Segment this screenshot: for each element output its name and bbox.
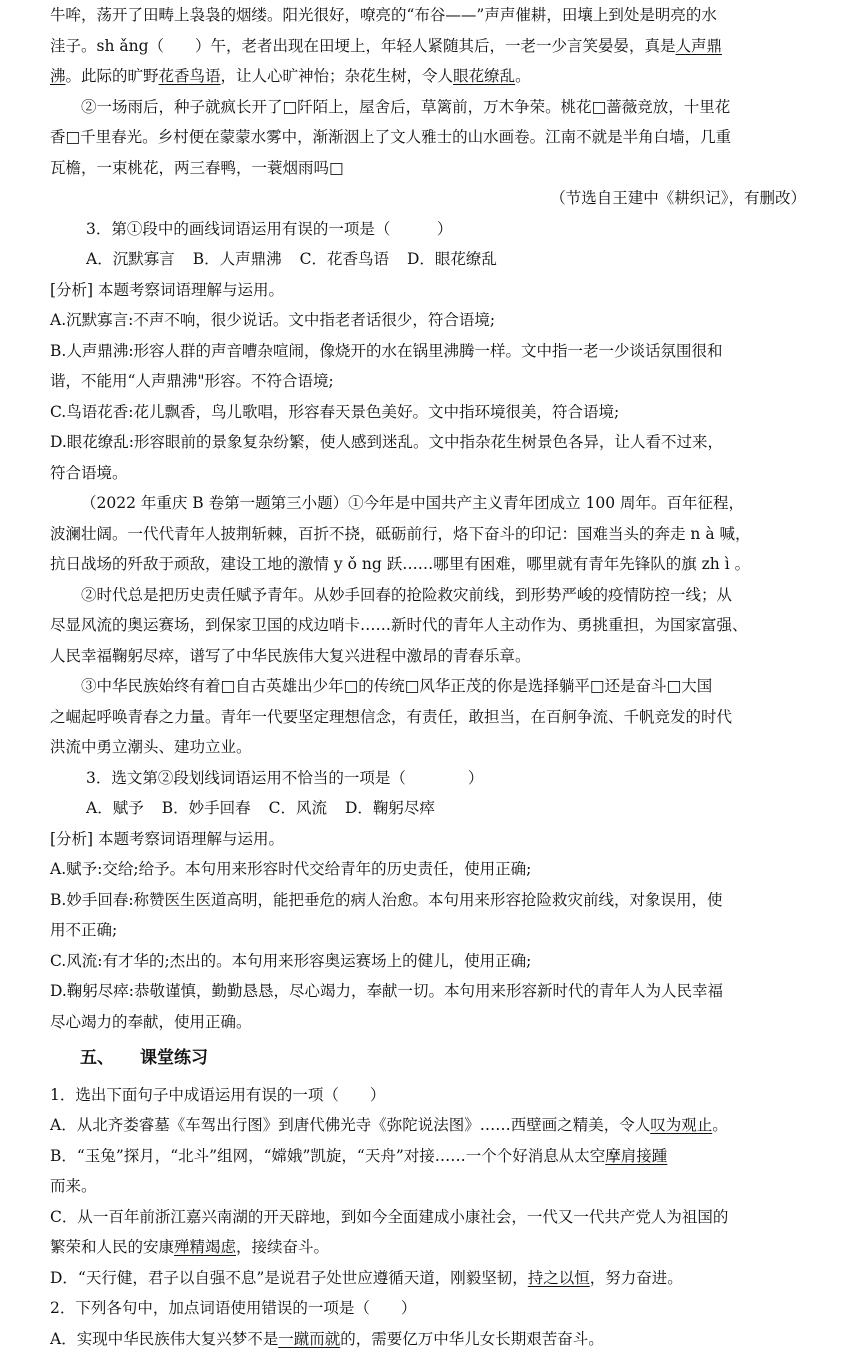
analysis-d: D.眼花缭乱:形容眼前的景象复杂纷繁，使人感到迷乱。文中指杂花生树景色各异，让人看不过来， [50, 427, 812, 458]
passage2-line: 洪流中勇立潮头、建功立业。 [50, 732, 812, 763]
passage2-line: 人民幸福鞠躬尽瘁，谱写了中华民族伟大复兴进程中激昂的青春乐章。 [50, 641, 812, 672]
exercise-option-a: A．从北齐娄睿墓《车驾出行图》到唐代佛光寺《弥陀说法图》……西壁画之精美，令人叹为观止。 [50, 1110, 812, 1141]
underlined-word: 人声鼎 [676, 37, 723, 55]
analysis-d-cont: 尽心竭力的奉献，使用正确。 [50, 1007, 812, 1038]
underlined-word: 沸 [50, 67, 66, 85]
passage2-paragraph1: （2022 年重庆 B 卷第一题第三小题）①今年是中国共产主义青年团成立 100 周年。百年征程， [50, 488, 812, 519]
exercise-stem: 1．选出下面句子中成语运用有误的一项（ ） [50, 1080, 812, 1111]
section-number: 五、 [80, 1048, 114, 1068]
question-options [50, 244, 812, 275]
analysis-a: A.沉默寡言:不声不响，很少说话。文中指老者话很少，符合语境; [50, 305, 812, 336]
option-d: D．鞠躬尽瘁 [345, 799, 435, 817]
section-heading [50, 1043, 812, 1074]
passage1-line: 洼子。sh ǎng（ ）午，老者出现在田埂上，年轻人紧随其后，一老一少言笑晏晏，真是人声鼎 [50, 31, 812, 62]
analysis-b-cont: 用不正确; [50, 915, 812, 946]
exercise-option-b: B．“玉兔”探月，“北斗”组网，“嫦娥”凯旋，“天舟”对接……一个个好消息从太空摩肩接踵 [50, 1141, 812, 1172]
option-a: A．赋予 [86, 799, 144, 817]
option-d: D．眼花缭乱 [407, 250, 497, 268]
passage1-line: 沸。此际的旷野花香鸟语，让人心旷神怡；杂花生树，令人眼花缭乱。 [50, 61, 812, 92]
exercise-option-b-cont: 而来。 [50, 1171, 812, 1202]
option-b: B．人声鼎沸 [193, 250, 282, 268]
exercise-stem: 2．下列各句中，加点词语使用错误的一项是（ ） [50, 1293, 812, 1324]
underlined-idiom: 一蹴而就 [278, 1330, 340, 1348]
option-c: C．花香鸟语 [300, 250, 389, 268]
analysis-c: C.鸟语花香:花儿飘香，鸟儿歌唱，形容春天景色美好。文中指环境很美，符合语境; [50, 397, 812, 428]
analysis-a: A.赋予:交给;给予。本句用来形容时代交给青年的历史责任，使用正确; [50, 854, 812, 885]
option-c: C．风流 [269, 799, 327, 817]
analysis-b: B.妙手回春:称赞医生医道高明，能把垂危的病人治愈。本句用来形容抢险救灾前线，对象误用，使 [50, 885, 812, 916]
exercise-option-c: C．从一百年前浙江嘉兴南湖的开天辟地，到如今全面建成小康社会，一代又一代共产党人为祖国的 [50, 1202, 812, 1233]
section-title: 课堂练习 [140, 1048, 208, 1068]
underlined-word: 眼花缭乱 [453, 67, 515, 85]
analysis-heading: [分析] 本题考察词语理解与运用。 [50, 275, 812, 306]
exercise-option-d: D．“天行健，君子以自强不息”是说君子处世应遵循天道，刚毅坚韧，持之以恒，努力奋进。 [50, 1263, 812, 1294]
passage1-paragraph2: ②一场雨后，种子就疯长开了□阡陌上，屋舍后，草篱前，万木争荣。桃花□蔷薇竞放，十里花 [50, 92, 812, 123]
passage2-line: 尽显风流的奥运赛场，到保家卫国的戍边哨卡……新时代的青年人主动作为、勇挑重担，为国家富强、 [50, 610, 812, 641]
document-page [50, 0, 812, 1354]
exercise-option-c-cont: 繁荣和人民的安康殚精竭虑，接续奋斗。 [50, 1232, 812, 1263]
analysis-heading: [分析] 本题考察词语理解与运用。 [50, 824, 812, 855]
passage1-line: 牛哞，荡开了田畴上袅袅的烟缕。阳光很好，嘹亮的“布谷——”声声催耕，田壤上到处是明亮的水 [50, 0, 812, 31]
underlined-idiom: 殚精竭虑 [174, 1238, 236, 1256]
passage1-line: 香□千里春光。乡村便在蒙蒙水雾中，渐渐洇上了文人雅士的山水画卷。江南不就是半角白墙，几重 [50, 122, 812, 153]
passage2-line: 抗日战场的歼敌于顽敌，建设工地的激情 y ǒ ng 跃……哪里有困难，哪里就有青年先锋队的旗 zh ì 。 [50, 549, 812, 580]
exercise-option-a: A．实现中华民族伟大复兴梦不是一蹴而就的，需要亿万中华儿女长期艰苦奋斗。 [50, 1324, 812, 1354]
passage1-line: 瓦檐，一束桃花，两三春鸭，一蓑烟雨吗□ [50, 153, 812, 184]
analysis-b-cont: 谐，不能用“人声鼎沸"形容。不符合语境; [50, 366, 812, 397]
underlined-idiom: 持之以恒 [528, 1269, 590, 1287]
passage2-paragraph2: ②时代总是把历史责任赋予青年。从妙手回春的抢险救灾前线，到形势严峻的疫情防控一线；从 [50, 580, 812, 611]
analysis-d: D.鞠躬尽瘁:恭敬谨慎，勤勤恳恳，尽心竭力，奉献一切。本句用来形容新时代的青年人为人民幸福 [50, 976, 812, 1007]
question-options [50, 793, 812, 824]
passage-source: （节选自王建中《耕织记》，有删改） [50, 183, 812, 214]
analysis-b: B.人声鼎沸:形容人群的声音嘈杂喧闹，像烧开的水在锅里沸腾一样。文中指一老一少谈话氛围很和 [50, 336, 812, 367]
question-stem: 3．选文第②段划线词语运用不恰当的一项是（ ） [50, 763, 812, 794]
analysis-d-cont: 符合语境。 [50, 458, 812, 489]
option-a: A．沉默寡言 [86, 250, 175, 268]
passage2-line: 波澜壮阔。一代代青年人披荆斩棘，百折不挠，砥砺前行，烙下奋斗的印记：国难当头的奔走 n à 喊， [50, 519, 812, 550]
option-b: B．妙手回春 [162, 799, 251, 817]
question-stem: 3．第①段中的画线词语运用有误的一项是（ ） [50, 214, 812, 245]
passage2-paragraph3: ③中华民族始终有着□自古英雄出少年□的传统□风华正茂的你是选择躺平□还是奋斗□大国 [50, 671, 812, 702]
underlined-word: 花香鸟语 [159, 67, 221, 85]
underlined-idiom: 摩肩接踵 [605, 1147, 667, 1165]
underlined-idiom: 叹为观止 [650, 1116, 712, 1134]
analysis-c: C.风流:有才华的;杰出的。本句用来形容奥运赛场上的健儿，使用正确; [50, 946, 812, 977]
passage2-line: 之崛起呼唤青春之力量。青年一代要坚定理想信念，有责任，敢担当，在百舸争流、千帆竞发的时代 [50, 702, 812, 733]
